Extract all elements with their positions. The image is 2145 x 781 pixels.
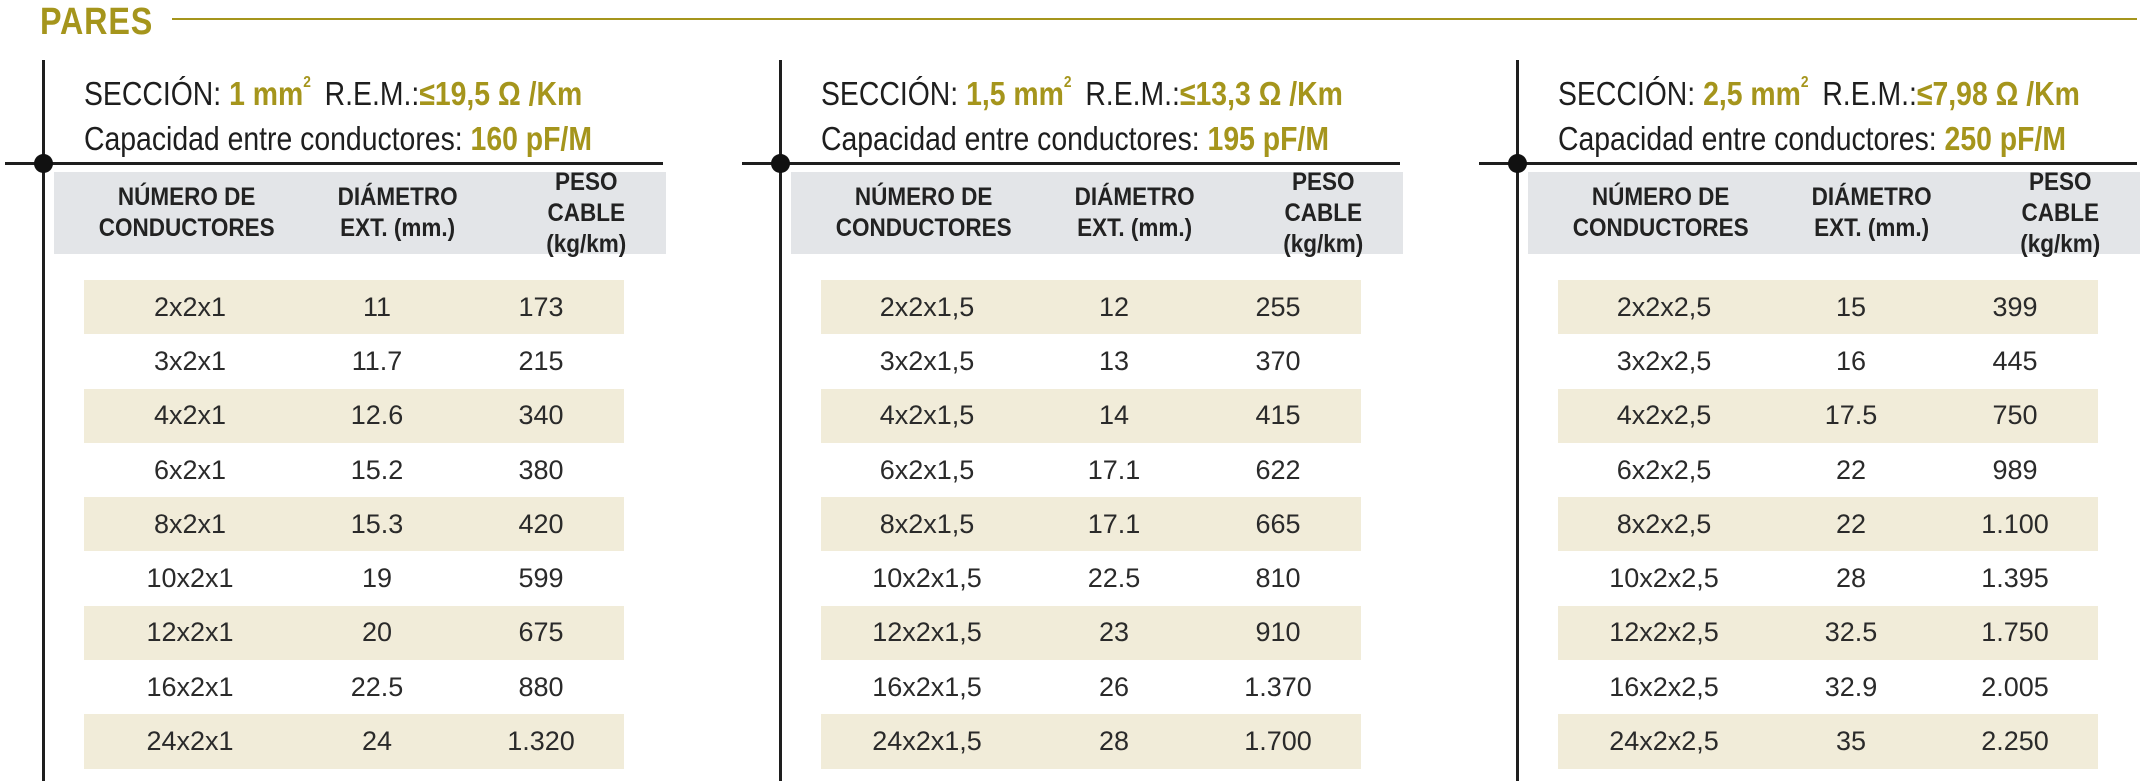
- section-2: [779, 60, 1439, 781]
- table-row: [821, 660, 1361, 714]
- capacidad-value: 160 pF/M: [470, 120, 592, 157]
- seccion-superscript: 2: [1800, 74, 1809, 91]
- table-row: [84, 551, 624, 605]
- table-row: [821, 389, 1361, 443]
- rule-dot: [771, 154, 790, 173]
- cell-peso: 2.250: [1981, 726, 2049, 757]
- cell-conductores: 16x2x1,5: [872, 671, 982, 702]
- header-peso-cable: [1950, 167, 2140, 260]
- header-text: DIÁMETRO EXT. (mm.): [1811, 183, 1932, 242]
- horizontal-rule: [5, 162, 663, 165]
- cell-diametro: 24: [361, 726, 393, 757]
- cell-peso: 665: [1255, 508, 1301, 539]
- rem-value: ≤13,3 Ω /Km: [1179, 75, 1343, 112]
- table-row: [821, 280, 1361, 334]
- cell-diametro: 17.5: [1824, 400, 1878, 431]
- cell-conductores: 8x2x1,5: [879, 508, 975, 539]
- spec-line-1: [84, 60, 592, 116]
- cell-conductores: 2x2x2,5: [1616, 291, 1712, 322]
- seccion-superscript: 2: [1063, 74, 1072, 91]
- cell-conductores: 10x2x1,5: [872, 563, 982, 594]
- cell-diametro: 35: [1835, 726, 1867, 757]
- cell-diametro: 15.2: [350, 454, 404, 485]
- cell-conductores: 24x2x1: [146, 726, 234, 757]
- cell-conductores: 24x2x1,5: [872, 726, 982, 757]
- cell-conductores: 4x2x1,5: [879, 400, 975, 431]
- horizontal-rule: [1479, 162, 2137, 165]
- cell-peso: 910: [1255, 617, 1301, 648]
- header-numero-conductores: [1528, 182, 1763, 244]
- table-row: [84, 606, 624, 660]
- header-peso-cable: [476, 167, 666, 260]
- cell-peso: 1.700: [1244, 726, 1312, 757]
- cell-diametro: 13: [1098, 345, 1130, 376]
- cell-diametro: 32.5: [1824, 617, 1878, 648]
- cell-conductores: 8x2x1: [153, 508, 227, 539]
- header-text: NÚMERO DE CONDUCTORES: [98, 183, 275, 242]
- cell-conductores: 2x2x1,5: [879, 291, 975, 322]
- table-row: [821, 606, 1361, 660]
- table-row: [84, 714, 624, 768]
- seccion-label: SECCIÓN:: [821, 75, 959, 112]
- cell-diametro: 11: [362, 291, 392, 322]
- cell-diametro: 32.9: [1824, 671, 1878, 702]
- cell-peso: 2.005: [1981, 671, 2049, 702]
- table-header: [791, 167, 1403, 258]
- table-body: [1558, 280, 2098, 769]
- header-text: DIÁMETRO EXT. (mm.): [337, 183, 458, 242]
- table-header: [54, 167, 666, 258]
- cell-conductores: 4x2x2,5: [1616, 400, 1712, 431]
- table-row: [84, 660, 624, 714]
- seccion-value: 1,5 mm: [966, 75, 1064, 112]
- cell-peso: 810: [1255, 563, 1301, 594]
- cell-diametro: 22: [1835, 454, 1867, 485]
- table-row: [1558, 280, 2098, 334]
- spec-line-1: [821, 60, 1343, 116]
- cell-conductores: 6x2x1,5: [879, 454, 975, 485]
- cell-conductores: 12x2x1,5: [872, 617, 982, 648]
- rule-dot: [1508, 154, 1527, 173]
- cell-conductores: 16x2x2,5: [1609, 671, 1719, 702]
- cell-conductores: 3x2x1: [153, 345, 227, 376]
- table-row: [1558, 714, 2098, 768]
- page-title: PARES: [40, 1, 154, 43]
- cell-peso: 1.750: [1981, 617, 2049, 648]
- horizontal-rule: [742, 162, 1400, 165]
- cell-diametro: 23: [1098, 617, 1130, 648]
- cell-conductores: 4x2x1: [153, 400, 227, 431]
- seccion-label: SECCIÓN:: [1558, 75, 1696, 112]
- rem-label: R.E.M.:: [1085, 75, 1180, 112]
- cell-peso: 599: [518, 563, 564, 594]
- header-text: DIÁMETRO EXT. (mm.): [1074, 183, 1195, 242]
- section-3: [1516, 60, 2145, 781]
- cell-diametro: 15: [1835, 291, 1867, 322]
- cell-diametro: 14: [1098, 400, 1130, 431]
- table-row: [84, 497, 624, 551]
- capacidad-value: 195 pF/M: [1207, 120, 1329, 157]
- seccion-label: SECCIÓN:: [84, 75, 222, 112]
- table-row: [1558, 334, 2098, 388]
- cell-diametro: 15.3: [350, 508, 404, 539]
- cell-peso: 173: [518, 291, 564, 322]
- cell-peso: 370: [1255, 345, 1301, 376]
- table-row: [821, 714, 1361, 768]
- cell-diametro: 26: [1098, 671, 1130, 702]
- table-row: [84, 389, 624, 443]
- cell-diametro: 16: [1835, 345, 1867, 376]
- cell-peso: 340: [518, 400, 564, 431]
- cell-conductores: 6x2x1: [153, 454, 227, 485]
- cell-diametro: 19: [361, 563, 393, 594]
- header-diametro: [289, 182, 476, 244]
- cell-diametro: 17.1: [1087, 508, 1141, 539]
- header-numero-conductores: [791, 182, 1026, 244]
- table-row: [84, 443, 624, 497]
- capacidad-label: Capacidad entre conductores:: [1558, 120, 1937, 157]
- cell-diametro: 11.7: [351, 345, 403, 376]
- header-diametro: [1763, 182, 1950, 244]
- cell-conductores: 3x2x2,5: [1616, 345, 1712, 376]
- cell-diametro: 20: [361, 617, 393, 648]
- cell-conductores: 10x2x1: [146, 563, 234, 594]
- cell-diametro: 28: [1835, 563, 1867, 594]
- cell-peso: 1.395: [1981, 563, 2049, 594]
- cell-peso: 380: [518, 454, 564, 485]
- cell-diametro: 22: [1835, 508, 1867, 539]
- title-rule: [172, 18, 2137, 20]
- table-row: [1558, 497, 2098, 551]
- cell-conductores: 12x2x1: [146, 617, 234, 648]
- rem-label: R.E.M.:: [324, 75, 420, 112]
- cell-peso: 1.370: [1244, 671, 1312, 702]
- cell-peso: 1.100: [1981, 508, 2049, 539]
- table-row: [821, 334, 1361, 388]
- table-body: [84, 280, 624, 769]
- cell-diametro: 17.1: [1087, 454, 1141, 485]
- header-peso-cable: [1213, 167, 1403, 260]
- table-body: [821, 280, 1361, 769]
- header-text: NÚMERO DE CONDUCTORES: [835, 183, 1012, 242]
- cell-peso: 445: [1992, 345, 2038, 376]
- cell-peso: 880: [518, 671, 564, 702]
- cell-conductores: 6x2x2,5: [1616, 454, 1712, 485]
- cell-diametro: 28: [1098, 726, 1130, 757]
- header-numero-conductores: [54, 182, 289, 244]
- cell-conductores: 2x2x1: [153, 291, 227, 322]
- cell-conductores: 8x2x2,5: [1616, 508, 1712, 539]
- spec-line-1: [1558, 60, 2080, 116]
- cell-peso: 215: [518, 345, 564, 376]
- rem-value: ≤7,98 Ω /Km: [1916, 75, 2080, 112]
- seccion-superscript: 2: [303, 74, 311, 91]
- table-row: [1558, 660, 2098, 714]
- cell-diametro: 12: [1098, 291, 1130, 322]
- cell-peso: 622: [1255, 454, 1301, 485]
- cell-peso: 420: [518, 508, 564, 539]
- table-row: [1558, 551, 2098, 605]
- section-spec: [821, 60, 1343, 161]
- cell-conductores: 10x2x2,5: [1609, 563, 1719, 594]
- table-row: [84, 280, 624, 334]
- table-row: [1558, 606, 2098, 660]
- cell-conductores: 3x2x1,5: [879, 345, 975, 376]
- table-header: [1528, 167, 2140, 258]
- cell-conductores: 24x2x2,5: [1609, 726, 1719, 757]
- header-text: PESO CABLE (kg/km): [1282, 167, 1363, 258]
- table-row: [1558, 443, 2098, 497]
- table-row: [84, 334, 624, 388]
- cell-peso: 989: [1992, 454, 2038, 485]
- cell-diametro: 12.6: [350, 400, 404, 431]
- header-text: NÚMERO DE CONDUCTORES: [1572, 183, 1749, 242]
- header-text: PESO CABLE (kg/km): [2019, 167, 2100, 258]
- cell-conductores: 12x2x2,5: [1609, 617, 1719, 648]
- rem-value: ≤19,5 Ω /Km: [419, 75, 583, 112]
- cell-peso: 675: [518, 617, 564, 648]
- cell-conductores: 16x2x1: [146, 671, 234, 702]
- cell-diametro: 22.5: [350, 671, 404, 702]
- cell-peso: 750: [1992, 400, 2038, 431]
- section-1: [42, 60, 702, 781]
- cell-peso: 399: [1992, 291, 2038, 322]
- header-diametro: [1026, 182, 1213, 244]
- cell-diametro: 22.5: [1087, 563, 1141, 594]
- table-row: [821, 443, 1361, 497]
- capacidad-label: Capacidad entre conductores:: [84, 120, 463, 157]
- rule-dot: [34, 154, 53, 173]
- table-row: [1558, 389, 2098, 443]
- spec-line-2: [821, 116, 1343, 161]
- spec-line-2: [84, 116, 592, 161]
- seccion-value: 2,5 mm: [1703, 75, 1801, 112]
- spec-line-2: [1558, 116, 2080, 161]
- cell-peso: 1.320: [507, 726, 575, 757]
- header-text: PESO CABLE (kg/km): [545, 167, 626, 258]
- capacidad-label: Capacidad entre conductores:: [821, 120, 1200, 157]
- table-row: [821, 497, 1361, 551]
- seccion-value: 1 mm: [229, 75, 304, 112]
- cell-peso: 255: [1255, 291, 1301, 322]
- section-spec: [84, 60, 592, 161]
- table-row: [821, 551, 1361, 605]
- section-spec: [1558, 60, 2080, 161]
- rem-label: R.E.M.:: [1822, 75, 1917, 112]
- cell-peso: 415: [1255, 400, 1301, 431]
- capacidad-value: 250 pF/M: [1944, 120, 2066, 157]
